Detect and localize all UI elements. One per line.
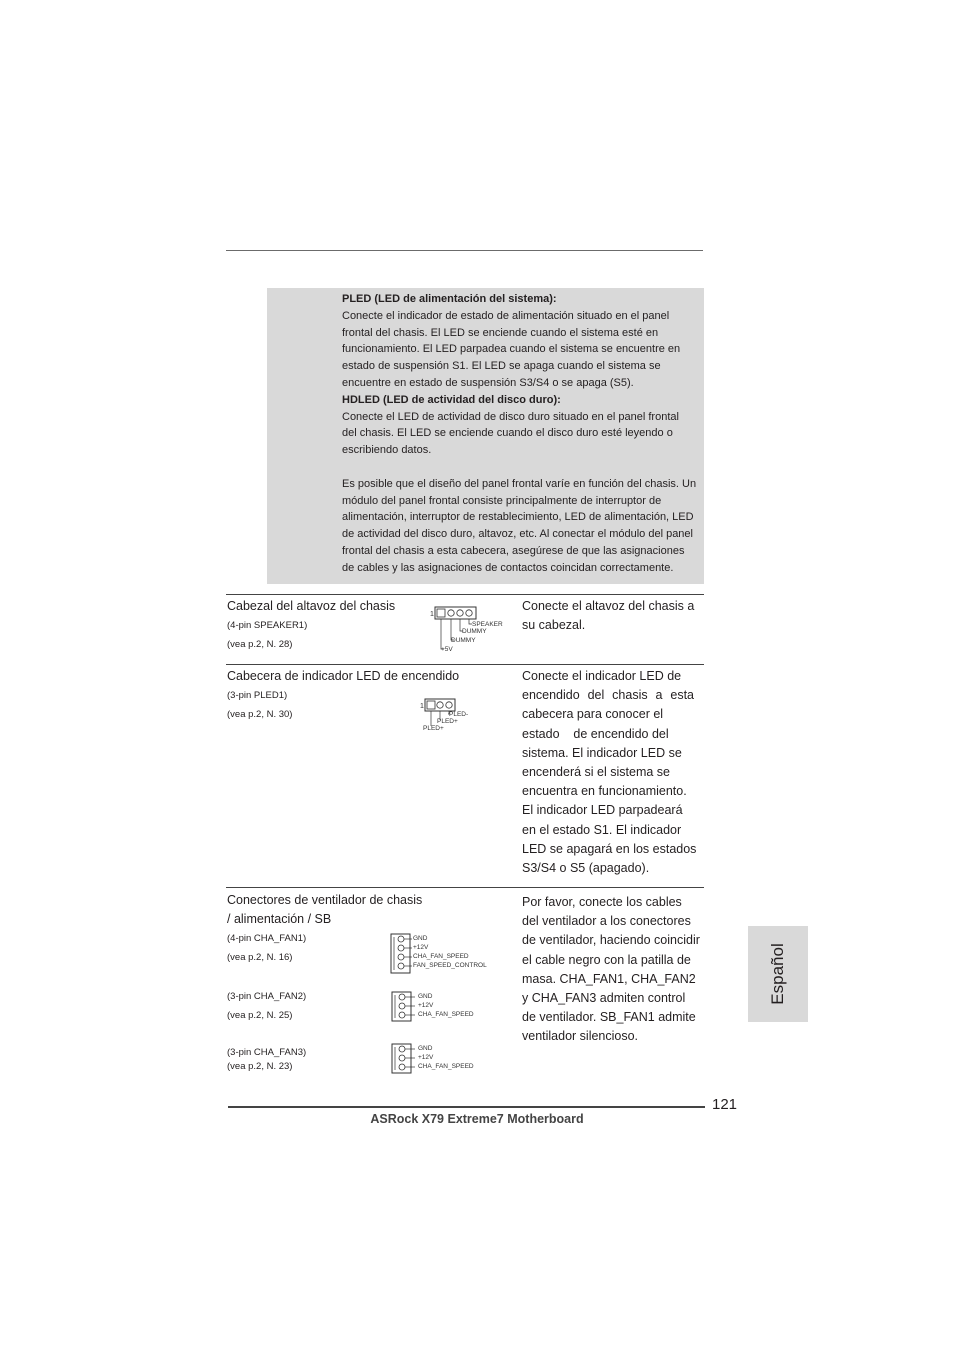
fan3-header-diagram — [391, 1043, 421, 1075]
pin-label: +12V — [413, 944, 429, 951]
pin-label: DUMMY — [451, 637, 476, 644]
page-number: 121 — [712, 1096, 738, 1113]
panel-line: Es posible que el diseño del panel frontal varíe en función del chasis. Un — [342, 477, 697, 490]
speaker-title: Cabezal del altavoz del chasis — [227, 599, 396, 613]
fan2-header-diagram — [391, 991, 421, 1023]
panel-line: de cables y las asignaciones de contactos coincidan correctamente. — [342, 561, 674, 574]
desc-line: su cabezal. — [522, 618, 586, 633]
hdled-line: escribiendo datos. — [342, 444, 432, 457]
note-text — [342, 291, 704, 577]
desc-line: encuentra en funcionamiento. — [522, 784, 687, 799]
fan1-ref: (vea p.2, N. 16) — [227, 952, 293, 963]
pin-label: SPEAKER — [472, 621, 503, 628]
pled-desc — [522, 667, 708, 878]
pin-label: PLED- — [449, 711, 469, 718]
pin-label: +12V — [418, 1002, 434, 1009]
desc-line: Conecte el altavoz del chasis a — [522, 599, 695, 613]
pin-label: +5V — [441, 646, 453, 653]
desc-line: sistema. El indicador LED se — [522, 745, 682, 760]
speaker-pin: (4-pin SPEAKER1) — [227, 620, 308, 631]
desc-line: ventilador silencioso. — [522, 1029, 639, 1044]
hdled-line: Conecte el LED de actividad de disco duro situado en el panel frontal — [342, 410, 679, 423]
pin-label: CHA_FAN_SPEED — [413, 953, 469, 960]
pin-label: GND — [418, 993, 433, 1000]
desc-line: en el estado S1. El indicador — [522, 822, 682, 837]
fan2-ref: (vea p.2, N. 25) — [227, 1010, 293, 1021]
pin-label: CHA_FAN_SPEED — [418, 1011, 474, 1018]
panel-line: alimentación, interruptor de restablecimiento, LED de alimentación, LED — [342, 511, 694, 524]
pled-ref: (vea p.2, N. 30) — [227, 709, 293, 720]
section-divider — [226, 594, 704, 595]
desc-line: cabecera para conocer el — [522, 707, 664, 722]
svg-text:1: 1 — [420, 703, 424, 710]
fan2-pin: (3-pin CHA_FAN2) — [227, 991, 307, 1002]
footer-rule — [228, 1106, 705, 1108]
pin-label: PLED+ — [437, 718, 458, 725]
pin-label: CHA_FAN_SPEED — [418, 1063, 474, 1070]
desc-line: S3/S4 o S5 (apagado). — [522, 861, 650, 876]
speaker-desc — [522, 597, 708, 635]
desc-line: el cable negro con la patilla de — [522, 952, 691, 967]
desc-line: Conecte el indicador LED de — [522, 669, 682, 683]
desc-line: Por favor, conecte los cables — [522, 895, 682, 909]
fan1-pin: (4-pin CHA_FAN1) — [227, 933, 307, 944]
section-divider — [226, 664, 704, 665]
speaker-ref: (vea p.2, N. 28) — [227, 639, 293, 650]
pled-title: Cabecera de indicador LED de encendido — [227, 669, 460, 683]
fans-desc — [522, 893, 708, 1047]
desc-line: encenderá si el sistema se — [522, 765, 670, 780]
panel-line: frontal del chasis a esta cabecera, asegúrese de que las asignaciones — [342, 544, 685, 557]
panel-line: de actividad del disco duro, altavoz, etc. Al conectar el módulo del panel — [342, 528, 693, 541]
fan3-pin: (3-pin CHA_FAN3) — [227, 1047, 307, 1058]
fans-title: / alimentación / SB — [227, 912, 332, 926]
pin-label: DUMMY — [462, 628, 487, 635]
desc-line: de ventilador. SB_FAN1 admite — [522, 1010, 696, 1025]
desc-line: y CHA_FAN3 admiten control — [522, 991, 686, 1006]
footer-title: ASRock X79 Extreme7 Motherboard — [370, 1112, 584, 1126]
hdled-line: del chasis. El LED se enciende cuando el disco duro esté leyendo o — [342, 427, 673, 440]
fans-title: Conectores de ventilador de chasis — [227, 893, 423, 907]
pin-label: GND — [413, 935, 428, 942]
pin-label: GND — [418, 1045, 433, 1052]
pled-line: funcionamiento. El LED parpadea cuando el sistema se encuentre en — [342, 343, 681, 356]
desc-line: El indicador LED parpadeará — [522, 803, 683, 818]
desc-line: de ventilador, haciendo coincidir — [522, 933, 700, 948]
section-divider — [226, 887, 704, 888]
desc-line: encendido del chasis a esta — [522, 688, 694, 703]
svg-text:1: 1 — [430, 611, 434, 618]
pin-label: +12V — [418, 1054, 434, 1061]
desc-line: del ventilador a los conectores — [522, 914, 691, 929]
pled-pin: (3-pin PLED1) — [227, 690, 288, 701]
desc-line: estado de encendido del — [522, 726, 669, 741]
hdled-heading: HDLED (LED de actividad del disco duro): — [342, 393, 561, 406]
pled-line: estado de suspensión S1. El LED se apaga cuando el sistema se — [342, 360, 661, 373]
pled-line: frontal del chasis. El LED se enciende cuando el sistema esté en — [342, 326, 659, 339]
top-rule — [226, 250, 703, 251]
language-label: Español — [768, 943, 787, 1005]
pled-heading: PLED (LED de alimentación del sistema): — [342, 293, 557, 305]
pin-label: PLED+ — [423, 725, 444, 732]
fan3-ref: (vea p.2, N. 23) — [227, 1061, 293, 1072]
pled-line: encuentre en estado de suspensión S3/S4 o se apaga (S5). — [342, 376, 634, 389]
desc-line: LED se apagará en los estados — [522, 841, 697, 856]
language-side-tab — [748, 926, 808, 1022]
pled-line: Conecte el indicador de estado de alimentación situado en el panel — [342, 309, 670, 322]
desc-line: masa. CHA_FAN1, CHA_FAN2 — [522, 971, 696, 986]
panel-line: módulo del panel frontal consiste principalmente de interruptor de — [342, 494, 662, 507]
pin-label: FAN_SPEED_CONTROL — [413, 962, 487, 969]
